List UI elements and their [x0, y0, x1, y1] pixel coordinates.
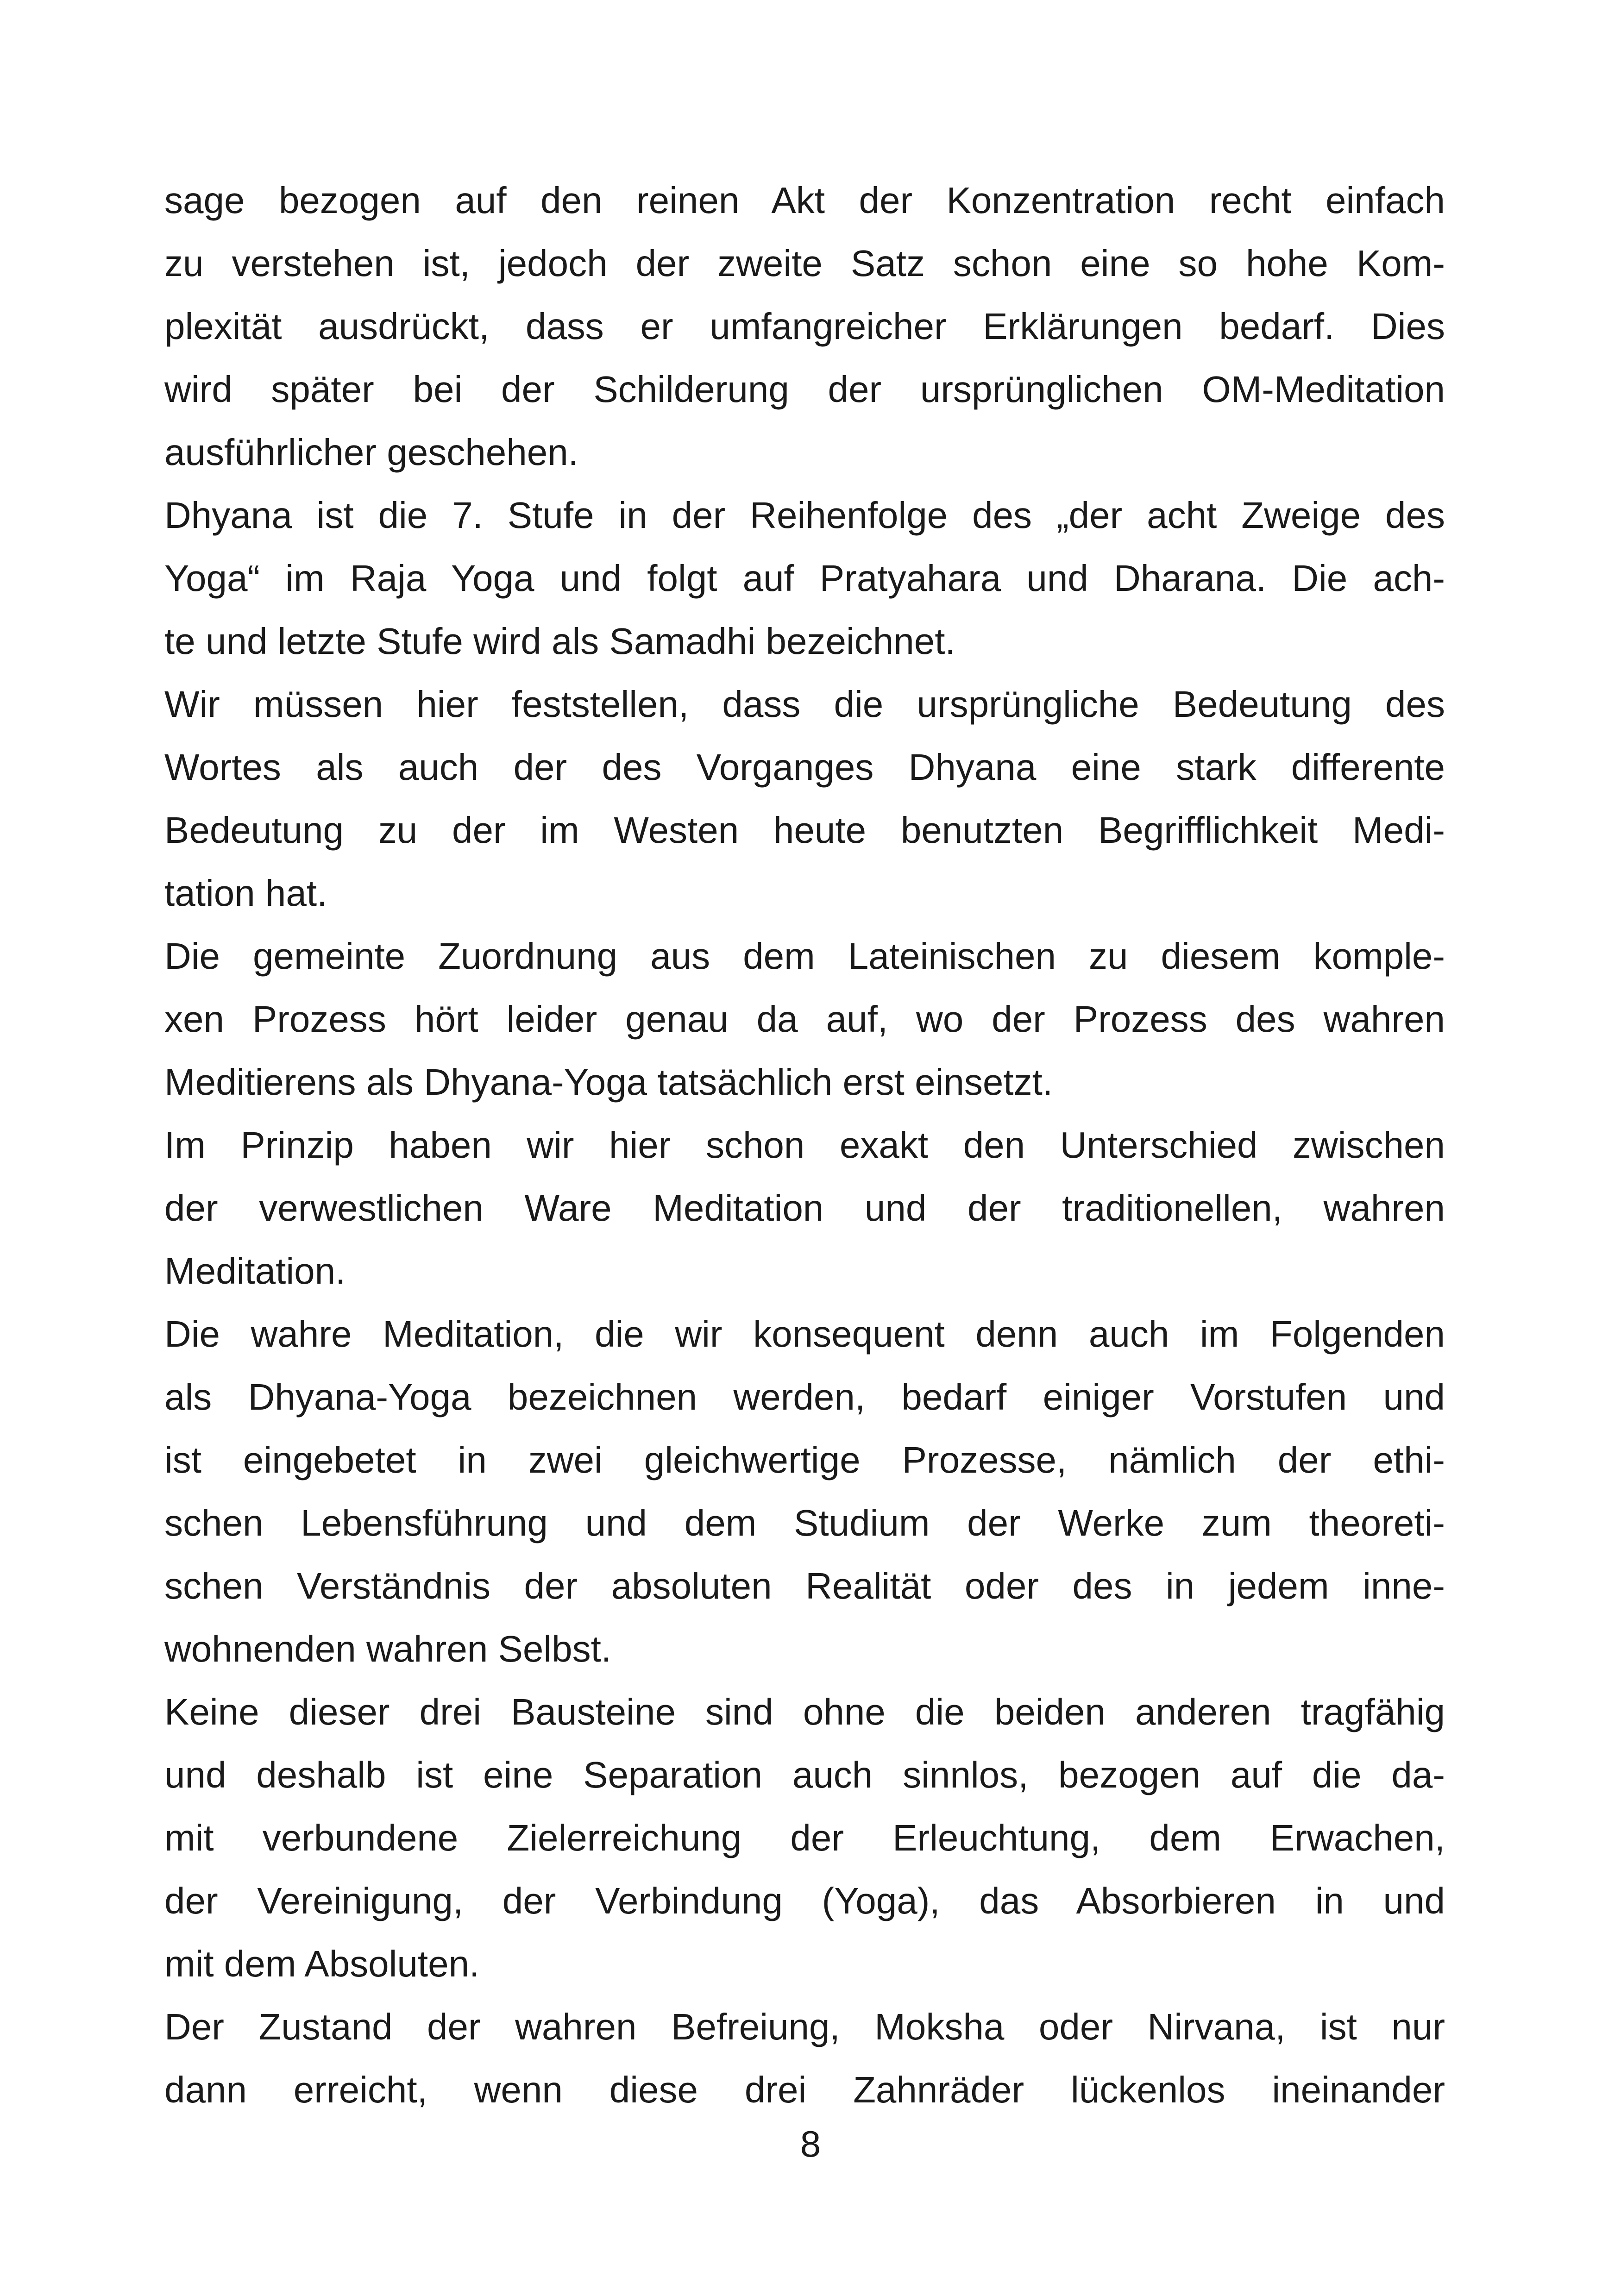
text-line: te und letzte Stufe wird als Samadhi bezeichnet.	[164, 621, 955, 662]
text-line: Der Zustand der wahren Befreiung, Moksha oder Nirvana, ist nur	[164, 2006, 1445, 2047]
text-line: schen Lebensführung und dem Studium der Werke zum theoreti-	[164, 1502, 1445, 1543]
text-line: mit dem Absoluten.	[164, 1943, 480, 1984]
text-line: wird später bei der Schilderung der ursprünglichen OM-Meditation	[164, 369, 1445, 410]
text-line: Wortes als auch der des Vorganges Dhyana eine stark differente	[164, 747, 1445, 788]
page-number: 8	[800, 2123, 821, 2164]
text-line: wohnenden wahren Selbst.	[164, 1628, 612, 1669]
text-line: ist eingebetet in zwei gleichwertige Prozesse, nämlich der ethi-	[164, 1439, 1445, 1480]
text-line: zu verstehen ist, jedoch der zweite Satz schon eine so hohe Kom-	[164, 243, 1445, 284]
text-line: Meditierens als Dhyana-Yoga tatsächlich erst einsetzt.	[164, 1061, 1053, 1103]
text-line: mit verbundene Zielerreichung der Erleuchtung, dem Erwachen,	[164, 1817, 1445, 1858]
text-line: Yoga“ im Raja Yoga und folgt auf Pratyahara und Dharana. Die ach-	[164, 558, 1445, 599]
text-line: plexität ausdrückt, dass er umfangreicher Erklärungen bedarf. Dies	[164, 306, 1445, 347]
text-line: als Dhyana-Yoga bezeichnen werden, bedarf einiger Vorstufen und	[164, 1376, 1445, 1418]
text-line: Bedeutung zu der im Westen heute benutzten Begrifflichkeit Medi-	[164, 809, 1445, 851]
body-text	[164, 169, 1445, 2121]
text-line: Wir müssen hier feststellen, dass die ursprüngliche Bedeutung des	[164, 684, 1445, 725]
text-line: tation hat.	[164, 872, 327, 914]
text-line: Dhyana ist die 7. Stufe in der Reihenfolge des „der acht Zweige des	[164, 495, 1445, 536]
text-line: sage bezogen auf den reinen Akt der Konzentration recht einfach	[164, 180, 1445, 221]
text-line: Im Prinzip haben wir hier schon exakt den Unterschied zwischen	[164, 1124, 1445, 1166]
text-line: dann erreicht, wenn diese drei Zahnräder lückenlos ineinander	[164, 2069, 1445, 2110]
text-line: Die gemeinte Zuordnung aus dem Lateinischen zu diesem komple-	[164, 935, 1445, 977]
text-line: Meditation.	[164, 1250, 346, 1292]
text-line: schen Verständnis der absoluten Realität oder des in jedem inne-	[164, 1565, 1445, 1606]
text-line: ausführlicher geschehen.	[164, 432, 578, 473]
text-line: Keine dieser drei Bausteine sind ohne die beiden anderen tragfähig	[164, 1691, 1445, 1732]
text-line: und deshalb ist eine Separation auch sinnlos, bezogen auf die da-	[164, 1754, 1445, 1795]
text-line: der Vereinigung, der Verbindung (Yoga), das Absorbieren in und	[164, 1880, 1445, 1921]
text-line: Die wahre Meditation, die wir konsequent denn auch im Folgenden	[164, 1313, 1445, 1355]
text-line: der verwestlichen Ware Meditation und der traditionellen, wahren	[164, 1187, 1445, 1229]
text-line: xen Prozess hört leider genau da auf, wo der Prozess des wahren	[164, 998, 1445, 1040]
